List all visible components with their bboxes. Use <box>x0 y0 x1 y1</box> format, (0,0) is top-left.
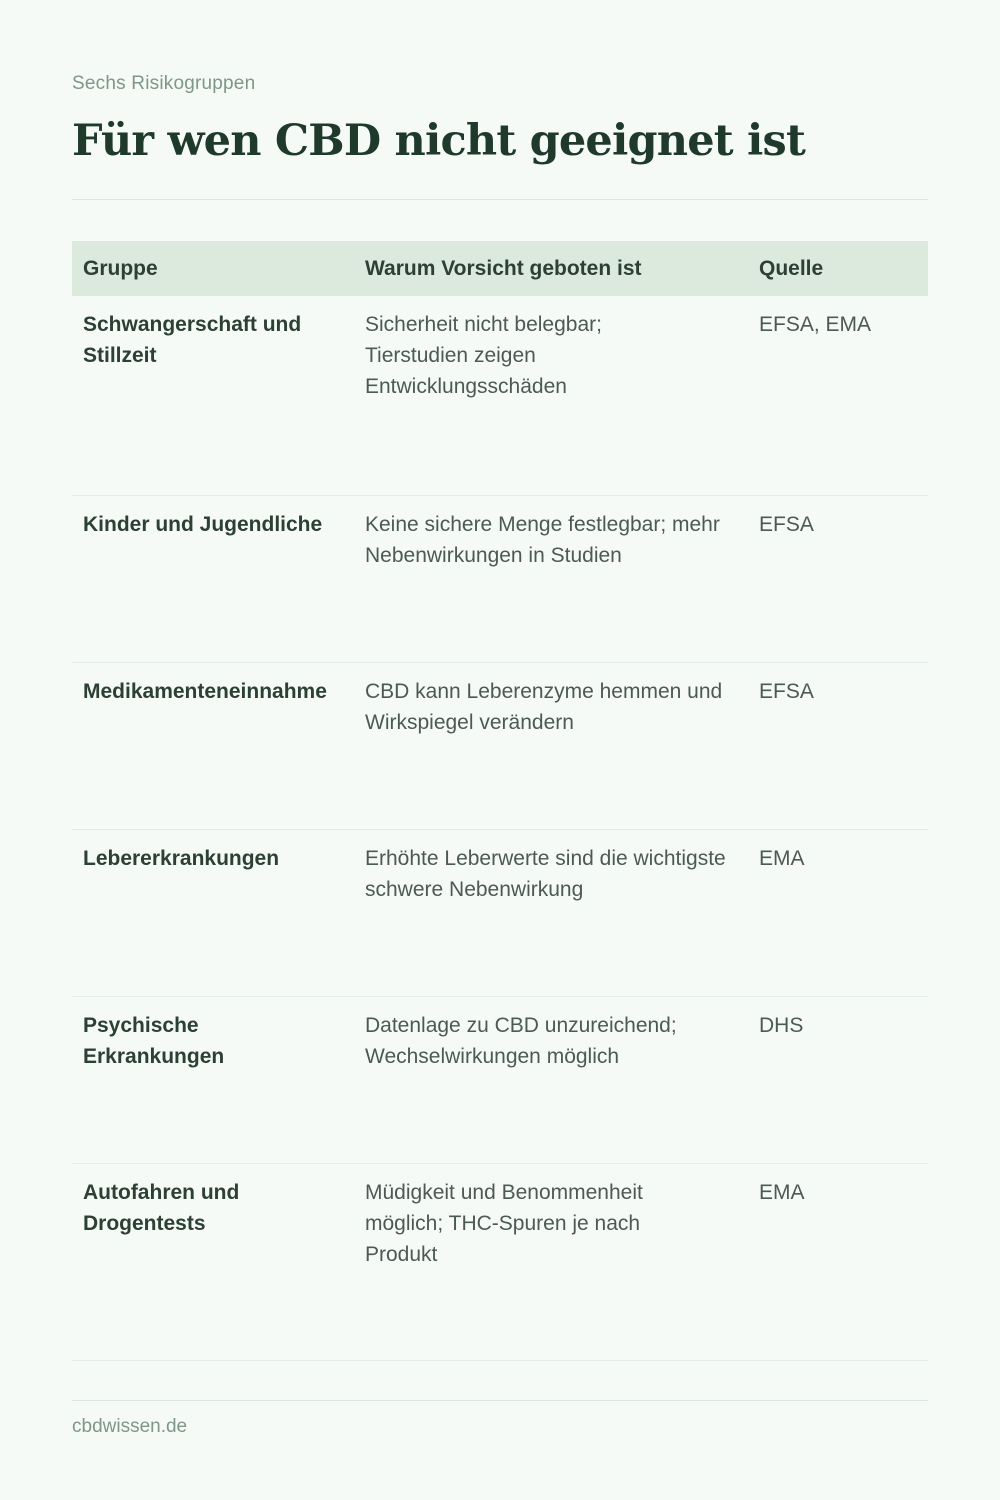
row-source: EMA <box>759 847 805 870</box>
row-reason: Erhöhte Leberwerte sind die wichtigste schwere Nebenwirkung <box>365 847 726 901</box>
row-source: EFSA <box>759 680 814 703</box>
kicker: Sechs Risikogruppen <box>72 73 256 94</box>
row-group: Kinder und Jugendliche <box>83 513 323 536</box>
table-row <box>72 1163 928 1361</box>
table-row <box>72 829 928 996</box>
page-title: Für wen CBD nicht geeignet ist <box>72 116 806 166</box>
infographic-page <box>72 0 928 1500</box>
table-row <box>72 296 928 495</box>
table-row <box>72 662 928 829</box>
row-reason: Sicherheit nicht belegbar; Tierstudien zeigen Entwicklungsschäden <box>365 313 602 398</box>
row-reason: Datenlage zu CBD unzureichend; Wechselwirkungen möglich <box>365 1014 677 1068</box>
row-group: Lebererkrankungen <box>83 847 280 870</box>
row-group: Schwangerschaft und Stillzeit <box>83 313 302 367</box>
table-row <box>72 495 928 662</box>
row-reason: Müdigkeit und Benommenheit möglich; THC-Spuren je nach Produkt <box>365 1181 643 1266</box>
row-reason: CBD kann Leberenzyme hemmen und Wirkspiegel verändern <box>365 680 723 734</box>
row-group: Psychische Erkrankungen <box>83 1014 225 1068</box>
row-source: EMA <box>759 1181 805 1204</box>
table-header <box>72 241 928 296</box>
header-group: Gruppe <box>83 256 158 280</box>
table-row <box>72 996 928 1163</box>
title-divider <box>72 199 928 200</box>
row-source: DHS <box>759 1014 804 1037</box>
row-group: Autofahren und Drogentests <box>83 1181 240 1235</box>
table-end-divider <box>72 1360 928 1361</box>
row-source: EFSA, EMA <box>759 313 872 336</box>
footer-divider <box>72 1400 928 1401</box>
footer-source: cbdwissen.de <box>72 1416 188 1437</box>
row-group: Medikamenteneinnahme <box>83 680 327 703</box>
risk-table <box>72 241 928 1361</box>
row-source: EFSA <box>759 513 814 536</box>
header-source: Quelle <box>759 256 824 280</box>
row-reason: Keine sichere Menge festlegbar; mehr Nebenwirkungen in Studien <box>365 513 720 567</box>
header-reason: Warum Vorsicht geboten ist <box>365 256 642 280</box>
